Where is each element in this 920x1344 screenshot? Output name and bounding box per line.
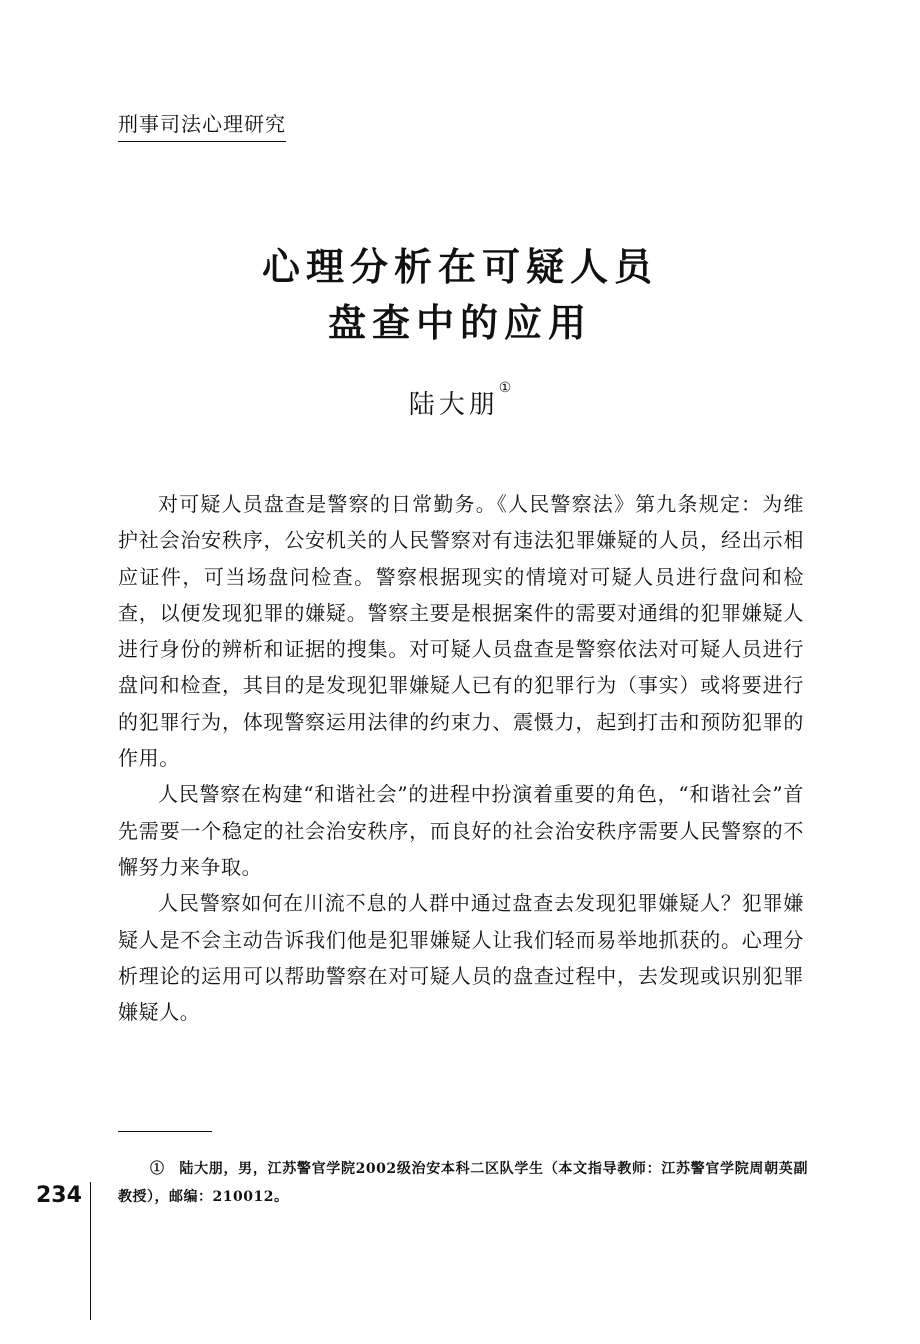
article-title-line-2: 盘查中的应用 xyxy=(327,301,592,345)
margin-rule xyxy=(90,1182,91,1320)
footnote: ① 陆大朋，男，江苏警官学院2002级治安本科二区队学生（本文指导教师：江苏警官学院周朝英副教授），邮编：210012。 xyxy=(118,1161,808,1205)
article-body xyxy=(118,486,804,1030)
footnote-separator xyxy=(118,1131,212,1132)
author-footnote-mark: ① xyxy=(498,380,512,396)
author-line xyxy=(0,380,920,421)
page-number: 234 xyxy=(36,1183,82,1208)
body-paragraph-1: 对可疑人员盘查是警察的日常勤务。《人民警察法》第九条规定：为维护社会治安秩序，公安机关的人民警察对有违法犯罪嫌疑的人员，经出示相应证件，可当场盘问检查。警察根据现实的情境对可疑人员进行盘问和检查，以便发现犯罪的嫌疑。警察主要是根据案件的需要对通缉的犯罪嫌疑人进行身份的辨析和证据的搜集。对可疑人员盘查是警察依法对可疑人员进行盘问和检查，其目的是发现犯罪嫌疑人已有的犯罪行为（事实）或将要进行的犯罪行为，体现警察运用法律的约束力、震慑力，起到打击和预防犯罪的作用。 xyxy=(118,492,804,771)
running-header: 刑事司法心理研究 xyxy=(118,108,286,142)
article-title-line-1: 心理分析在可疑人员 xyxy=(261,245,658,289)
body-paragraph-2: 人民警察在构建“和谐社会”的进程中扮演着重要的角色，“和谐社会”首先需要一个稳定的社会治安秩序，而良好的社会治安秩序需要人民警察的不懈努力来争取。 xyxy=(118,782,804,879)
body-paragraph-3: 人民警察如何在川流不息的人群中通过盘查去发现犯罪嫌疑人？犯罪嫌疑人是不会主动告诉我们他是犯罪嫌疑人让我们轻而易举地抓获的。心理分析理论的运用可以帮助警察在对可疑人员的盘查过程中，去发现或识别犯罪嫌疑人。 xyxy=(118,891,804,1025)
author-name: 陆大朋 xyxy=(408,390,499,420)
